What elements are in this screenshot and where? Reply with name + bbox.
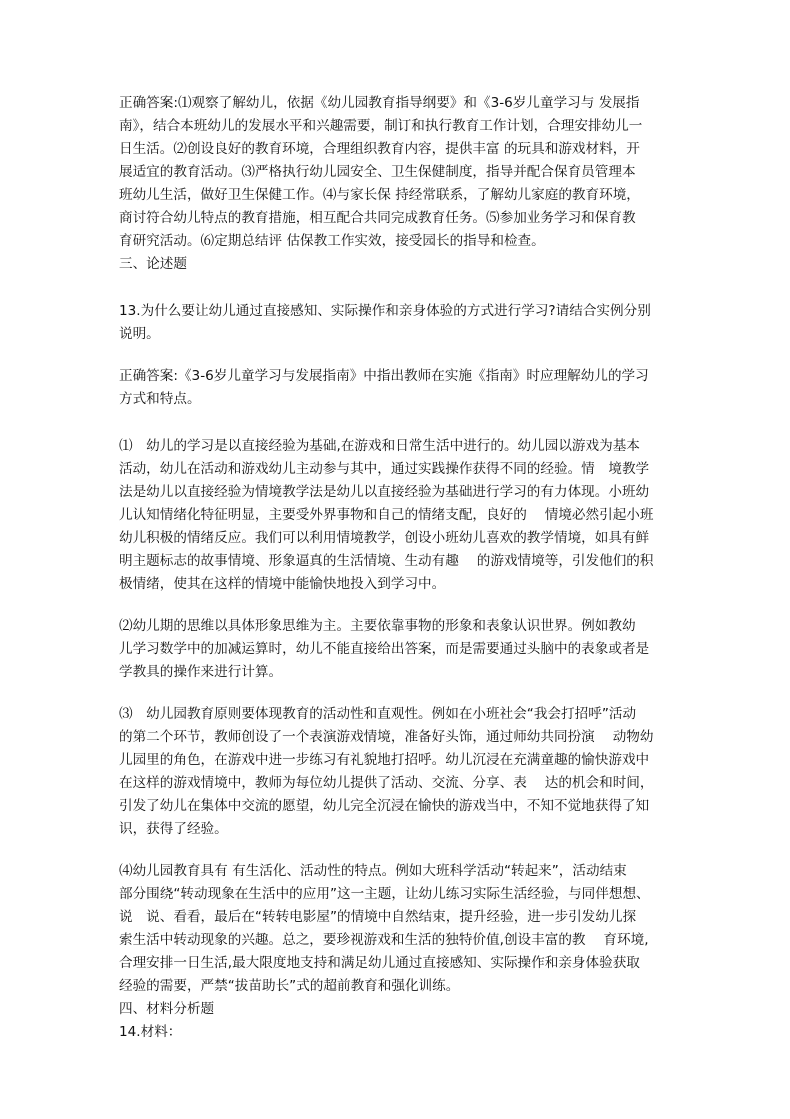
text-line: 识，获得了经验。 [119, 821, 228, 837]
text-line: 幼儿积极的情绪反应。我们可以利用情境教学，创设小班幼儿喜欢的教学情境，如具有鲜 [119, 530, 650, 546]
text-line: 索生活中转动现象的兴趣。总之，要珍视游戏和生活的独特价值,创设丰富的教 育环境, [119, 932, 649, 948]
section-3-heading: 三、论述题 [119, 256, 187, 272]
text-line: 儿认知情绪化特征明显，主要受外界事物和自己的情绪支配，良好的 情境必然引起小班 [119, 507, 654, 523]
text-line: 明主题标志的故事情境、形象逼真的生活情境、生动有趣 的游戏情境等，引发他们的积 [119, 553, 654, 569]
text-line: ⑴ 幼儿的学习是以直接经验为基础,在游戏和日常生活中进行的。幼儿园以游戏为基本 [119, 438, 640, 454]
answer-13-intro [119, 365, 679, 411]
text-line: 育研究活动。⑹定期总结评 估保教工作实效，接受园长的指导和检查。 [119, 233, 545, 249]
answer-13-point-4 [119, 860, 679, 998]
answer-12-paragraph [119, 92, 679, 253]
text-line: ⑷幼儿园教育具有 有生活化、活动性的特点。例如大班科学活动“转起来”，活动结束 [119, 863, 627, 879]
text-line: 在这样的游戏情境中，教师为每位幼儿提供了活动、交流、分享、表 达的机会和时间， [119, 775, 654, 791]
text-line: ⑶ 幼儿园教育原则要体现教育的活动性和直观性。例如在小班社会“我会打招呼”活动 [119, 706, 637, 722]
text-line: ⑵幼儿期的思维以具体形象思维为主。主要依靠事物的形象和表象认识世界。例如教幼 [119, 618, 636, 634]
text-line: 极情绪，使其在这样的情境中能愉快地投入到学习中。 [119, 576, 446, 592]
text-line: 合理安排一日生活,最大限度地支持和满足幼儿通过直接感知、实际操作和亲身体验获取 [119, 955, 640, 971]
answer-13-point-1 [119, 435, 679, 596]
text-line: 法是幼儿以直接经验为情境教学法是幼儿以直接经验为基础进行学习的有力体现。小班幼 [119, 484, 650, 500]
section-4-heading: 四、材料分析题 [119, 1001, 215, 1017]
question-13 [119, 300, 679, 346]
text-line: 说明。 [119, 326, 160, 342]
text-line: 日生活。⑵创设良好的教育环境，合理组织教育内容，提供丰富 的玩具和游戏材料，开 [119, 141, 640, 157]
text-line: 方式和特点。 [119, 391, 201, 407]
text-line: 13.为什么要让幼儿通过直接感知、实际操作和亲身体验的方式进行学习?请结合实例分别 [119, 303, 651, 319]
text-line: 儿学习数学中的加减运算时，幼儿不能直接给出答案，而是需要通过头脑中的表象或者是 [119, 641, 650, 657]
text-line: 说 说、看看，最后在“转转电影屋”的情境中自然结束，提升经验，进一步引发幼儿探 [119, 909, 637, 925]
text-line: 部分围绕“转动现象在生活中的应用”这一主题，让幼儿练习实际生活经验，与同伴想想、 [119, 886, 650, 902]
text-line: 儿园里的角色，在游戏中进一步练习有礼貌地打招呼。幼儿沉浸在充满童趣的愉快游戏中 [119, 752, 650, 768]
text-line: 的第二个环节，教师创设了一个表演游戏情境，准备好头饰，通过师幼共同扮演 动物幼 [119, 729, 654, 745]
text-line: 经验的需要，严禁“拔苗助长”式的超前教育和强化训练。 [119, 978, 460, 994]
question-14-label: 14.材料： [119, 1024, 182, 1040]
text-line: 正确答案:⑴观察了解幼儿，依据《幼儿园教育指导纲要》和《3-6岁儿童学习与 发展指 [119, 95, 640, 111]
text-line: 正确答案:《3-6岁儿童学习与发展指南》中指出教师在实施《指南》时应理解幼儿的学习 [119, 368, 649, 384]
text-line: 南》，结合本班幼儿的发展水平和兴趣需要，制订和执行教育工作计划，合理安排幼儿一 [119, 118, 643, 134]
answer-13-point-3 [119, 703, 679, 841]
document-page [119, 92, 679, 1044]
text-line: 引发了幼儿在集体中交流的愿望，幼儿完全沉浸在愉快的游戏当中，不知不觉地获得了知 [119, 798, 650, 814]
text-line: 班幼儿生活，做好卫生保健工作。⑷与家长保 持经常联系，了解幼儿家庭的教育环境， [119, 187, 640, 203]
text-line: 学教具的操作来进行计算。 [119, 664, 283, 680]
text-line: 展适宜的教育活动。⑶严格执行幼儿园安全、卫生保健制度，指导并配合保育员管理本 [119, 164, 636, 180]
text-line: 活动，幼儿在活动和游戏幼儿主动参与其中，通过实践操作获得不同的经验。情 境教学 [119, 461, 650, 477]
text-line: 商讨符合幼儿特点的教育措施，相互配合共同完成教育任务。⑸参加业务学习和保育教 [119, 210, 636, 226]
answer-13-point-2 [119, 615, 679, 684]
